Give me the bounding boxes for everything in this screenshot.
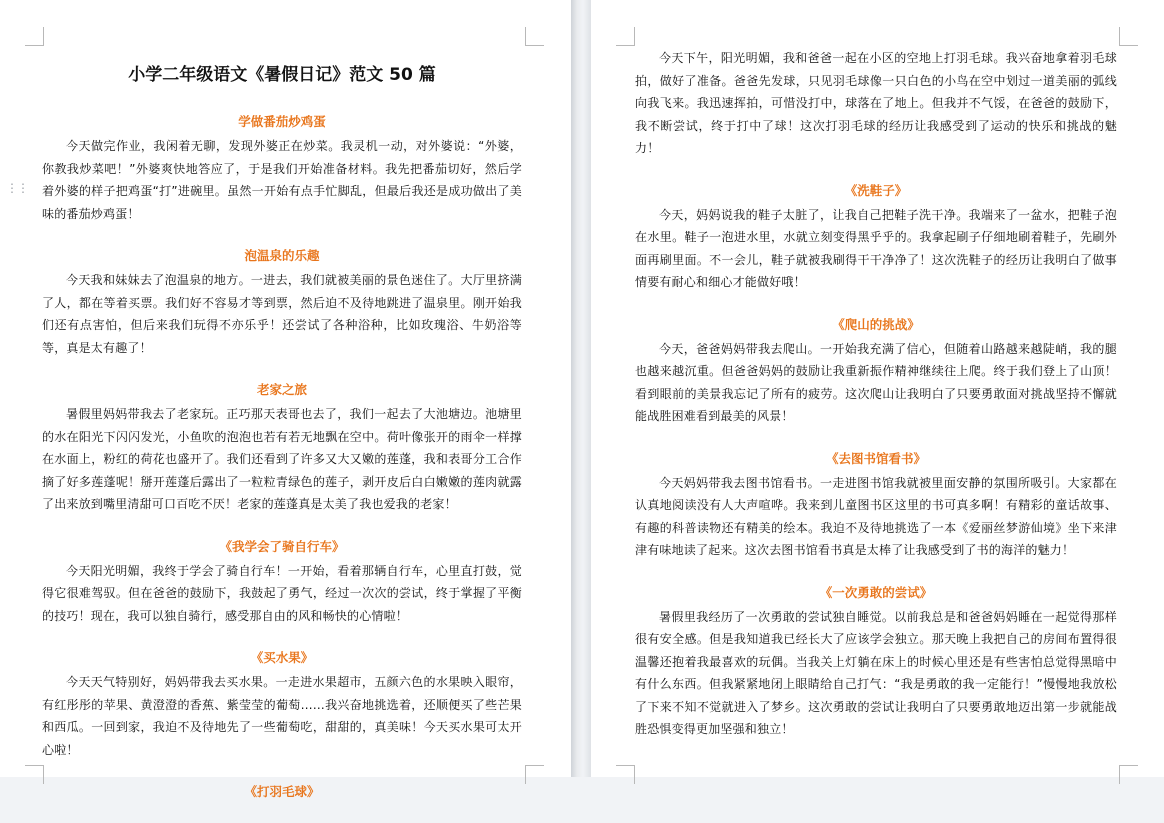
crop-mark-top-left: [616, 27, 635, 46]
left-page-content: [42, 62, 522, 823]
section-title: 《我学会了骑自行车》: [219, 538, 345, 554]
document-page-right: [591, 0, 1164, 777]
section-body: 今天妈妈带我去图书馆看书。一走进图书馆我就被里面安静的氛围所吸引。大家都在认真地阅读没有人大声喧哗。我来到儿童图书区这里的书可真多啊！有精彩的童话故事、有趣的科普读物还有精美的绘本。我迫不及待地挑选了一本《爱丽丝梦游仙境》坐下来津津有味地读了起来。这次去图书馆看书真是太棒了让我感受到了书的海洋的魅力！: [635, 475, 1117, 557]
crop-mark-bottom-right: [525, 765, 544, 784]
section-9: [635, 451, 1117, 562]
section-body: 今天阳光明媚，我终于学会了骑自行车！一开始，看着那辆自行车，心里直打鼓，觉得它很难驾驭。但在爸爸的鼓励下，我鼓起了勇气，经过一次次的尝试，终于掌握了平衡的技巧！现在，我可以独自骑行，感受那自由的风和畅快的心情啦！: [42, 563, 522, 623]
section-title: 学做番茄炒鸡蛋: [238, 114, 326, 129]
section-10: [635, 585, 1117, 741]
section-7: [635, 183, 1117, 294]
section-title: 《一次勇敢的尝试》: [819, 584, 933, 600]
section-8: [635, 317, 1117, 428]
crop-mark-top-right: [525, 27, 544, 46]
section-title: 《爬山的挑战》: [832, 316, 920, 332]
section-title: 《买水果》: [250, 650, 314, 665]
document-page-left: [0, 0, 571, 799]
section-1: [42, 114, 522, 225]
section-body: 暑假里我经历了一次勇敢的尝试独自睡觉。以前我总是和爸爸妈妈睡在一起觉得那样很有安全感。但是我知道我已经长大了应该学会独立。那天晚上我把自己的房间布置得很温馨还抱着我最喜欢的玩偶。当我关上灯躺在床上的时候心里还是有些害怕总觉得黑暗中有什么东西。但我紧紧地闭上眼睛给自己打气：“我是勇敢的我一定能行！”慢慢地我放松了下来不知不觉就进入了梦乡。这次勇敢的尝试让我明白了只要勇敢地迈出第一步就能战胜恐惧变得更加坚强和独立！: [635, 609, 1117, 736]
page-gutter: [571, 0, 591, 777]
document-title: 小学二年级语文《暑假日记》范文 50 篇: [128, 65, 436, 85]
section-2: [42, 248, 522, 359]
crop-mark-top-right: [1119, 27, 1138, 46]
section-title: 老家之旅: [256, 382, 307, 397]
section-body: 今天天气特别好，妈妈带我去买水果。一走进水果超市，五颜六色的水果映入眼帘，有红彤彤的苹果、黄澄澄的香蕉、紫莹莹的葡萄……我兴奋地挑选着，还顺便买了些芒果和西瓜。一回到家，我迫不及待地先了一些葡萄吃，甜甜的，真美味！今天买水果可太开心啦！: [42, 675, 522, 757]
drag-handle-icon[interactable]: ⋮⋮: [6, 181, 28, 195]
right-page-content: [635, 47, 1117, 764]
section-3: [42, 382, 522, 516]
section-4: [42, 539, 522, 628]
section-title: 《洗鞋子》: [844, 182, 908, 198]
section-title: 《去图书馆看书》: [825, 450, 926, 466]
section-title: 《打羽毛球》: [244, 784, 320, 799]
crop-mark-bottom-right: [1119, 765, 1138, 784]
section-5: [42, 650, 522, 761]
section-body: 今天，爸爸妈妈带我去爬山。一开始我充满了信心，但随着山路越来越陡峭，我的腿也越来越沉重。但爸爸妈妈的鼓励让我重新振作精神继续往上爬。终于我们登上了山顶！看到眼前的美景我忘记了所有的疲劳。这次爬山让我明白了只要勇敢面对挑战坚持不懈就能战胜困难看到最美的风景！: [635, 341, 1117, 423]
section-body: 今天下午，阳光明媚，我和爸爸一起在小区的空地上打羽毛球。我兴奋地拿着羽毛球拍，做好了准备。爸爸先发球，只见羽毛球像一只白色的小鸟在空中划过一道美丽的弧线向我飞来。我迅速挥拍，可惜没打中，球落在了地上。但我并不气馁，在爸爸的鼓励下，我不断尝试，终于打中了球！这次打羽毛球的经历让我感受到了运动的快乐和挑战的魅力！: [635, 51, 1117, 155]
crop-mark-top-left: [25, 27, 44, 46]
section-body: 今天，妈妈说我的鞋子太脏了，让我自己把鞋子洗干净。我端来了一盆水，把鞋子泡在水里。鞋子一泡进水里，水就立刻变得黑乎乎的。我拿起刷子仔细地刷着鞋子，先刷外面再刷里面。不一会儿，鞋子就被我刷得干干净净了！这次洗鞋子的经历让我明白了做事情要有耐心和细心才能做好哦！: [635, 207, 1117, 289]
section-6: [42, 784, 522, 800]
section-body: 今天做完作业，我闲着无聊，发现外婆正在炒菜。我灵机一动，对外婆说：“外婆，你教我炒菜吧！”外婆爽快地答应了，于是我们开始准备材料。我先把番茄切好，然后学着外婆的样子把鸡蛋“打”进碗里。虽然一开始有点手忙脚乱，但最后我还是成功做出了美味的番茄炒鸡蛋！: [42, 139, 522, 221]
section-title: 泡温泉的乐趣: [244, 248, 320, 263]
section-continued: [635, 47, 1117, 160]
section-body: 今天我和妹妹去了泡温泉的地方。一进去，我们就被美丽的景色迷住了。大厅里挤满了人，都在等着买票。我们好不容易才等到票，然后迫不及待地跳进了温泉里。刚开始我们还有点害怕，但后来我们玩得不亦乐乎！还尝试了各种浴种，比如玫瑰浴、牛奶浴等等，真是太有趣了！: [42, 273, 522, 355]
crop-mark-bottom-left: [616, 765, 635, 784]
section-body: 暑假里妈妈带我去了老家玩。正巧那天表哥也去了，我们一起去了大池塘边。池塘里的水在阳光下闪闪发光，小鱼吹的泡泡也若有若无地飘在空中。荷叶像张开的雨伞一样撑在水面上，粉红的荷花也盛开了。我们还看到了许多又大又嫩的莲蓬，我和表哥分工合作摘了好多莲蓬呢！掰开莲蓬后露出了一粒粒青绿色的莲子，剥开皮后白白嫩嫩的莲肉就露了出来放到嘴里清甜可口百吃不厌！老家的莲蓬真是太美了我也爱我的老家！: [42, 407, 522, 511]
